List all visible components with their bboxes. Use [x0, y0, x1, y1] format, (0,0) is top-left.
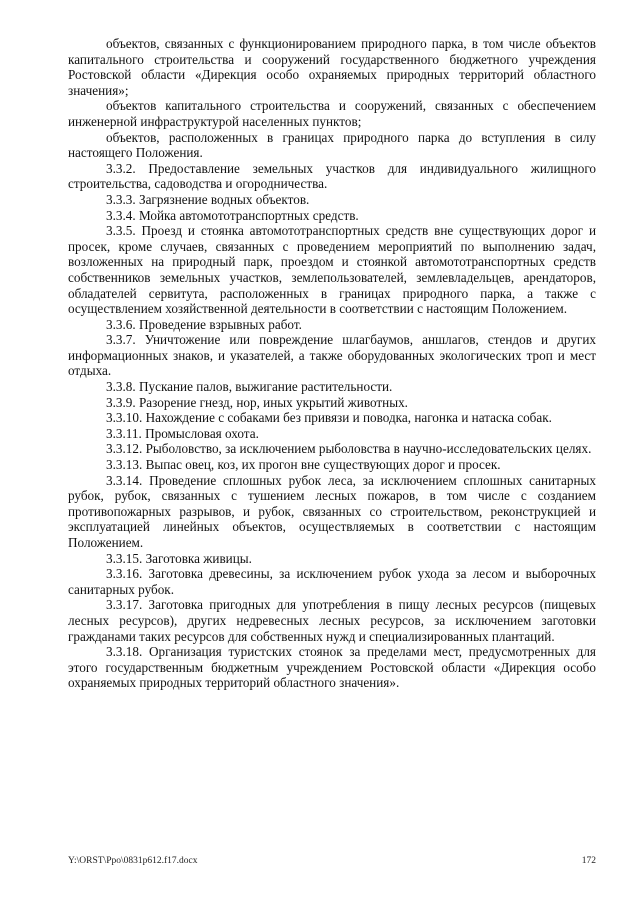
paragraph: 3.3.17. Заготовка пригодных для употребления в пищу лесных ресурсов (пищевых лесных ресурсов), других недревесных лесных ресурсов, за исключением заготовки гражданами таких ресурсов для собственных нужд и специализированных плантаций.: [68, 597, 596, 644]
paragraph: 3.3.5. Проезд и стоянка автомототранспортных средств вне существующих дорог и просек, кроме случаев, связанных с проведением мероприятий по выполнению задач, возложенных на природный парк, проездом и стоянкой автомототранспортных средств собственников земельных участков, землепользователей, землевладельцев, арендаторов, обладателей сервитута, расположенных в границах природного парка, а также с осуществлением хозяйственной деятельности в соответствии с настоящим Положением.: [68, 223, 596, 317]
paragraph: 3.3.3. Загрязнение водных объектов.: [106, 191, 310, 207]
paragraph: 3.3.6. Проведение взрывных работ.: [106, 316, 302, 332]
paragraph: объектов капитального строительства и сооружений, связанных с обеспечением инженерной инфраструктурой населенных пунктов;: [68, 98, 596, 129]
paragraph: 3.3.11. Промысловая охота.: [106, 425, 259, 441]
paragraph: 3.3.2. Предоставление земельных участков для индивидуального жилищного строительства, садоводства и огородничества.: [68, 160, 596, 192]
file-path: Y:\ORST\Ppo\0831p612.f17.docx: [68, 856, 198, 866]
paragraph: объектов, связанных с функционированием природного парка, в том числе объектов капитального строительства и сооружений государственного бюджетного учреждения Ростовской области «Дирекция особо охраняемых природных территорий областного значения»;: [68, 36, 596, 98]
paragraph: 3.3.14. Проведение сплошных рубок леса, за исключением сплошных санитарных рубок, рубок, связанных с тушением лесных пожаров, в том числе с созданием противопожарных разрывов, и рубок, связанных со строительством, реконструкцией и эксплуатацией линейных объектов, осуществляемых в соответствии с настоящим Положением.: [68, 472, 596, 550]
paragraph: 3.3.12. Рыболовство, за исключением рыболовства в научно-исследовательских целях.: [106, 441, 592, 457]
page-number: 172: [581, 856, 596, 866]
paragraph: 3.3.16. Заготовка древесины, за исключением рубок ухода за лесом и выборочных санитарных рубок.: [68, 566, 596, 597]
paragraph: 3.3.13. Выпас овец, коз, их прогон вне существующих дорог и просек.: [106, 457, 501, 473]
paragraph: 3.3.10. Нахождение с собаками без привязи и поводка, нагонка и натаска собак.: [106, 410, 552, 426]
paragraph: 3.3.18. Организация туристских стоянок за пределами мест, предусмотренных для этого государственным бюджетным учреждением Ростовской области «Дирекция особо охраняемых природных территорий областного значения».: [68, 644, 596, 691]
paragraph: 3.3.7. Уничтожение или повреждение шлагбаумов, аншлагов, стендов и других информационных знаков, и указателей, а также оборудованных экологических троп и мест отдыха.: [68, 332, 596, 379]
document-body: [68, 36, 596, 691]
paragraph: 3.3.4. Мойка автомототранспортных средств.: [106, 207, 359, 223]
paragraph: 3.3.15. Заготовка живицы.: [106, 550, 252, 566]
paragraph: 3.3.9. Разорение гнезд, нор, иных укрытий животных.: [106, 394, 408, 410]
paragraph: объектов, расположенных в границах природного парка до вступления в силу настоящего Положения.: [68, 129, 596, 161]
paragraph: 3.3.8. Пускание палов, выжигание растительности.: [106, 379, 393, 395]
